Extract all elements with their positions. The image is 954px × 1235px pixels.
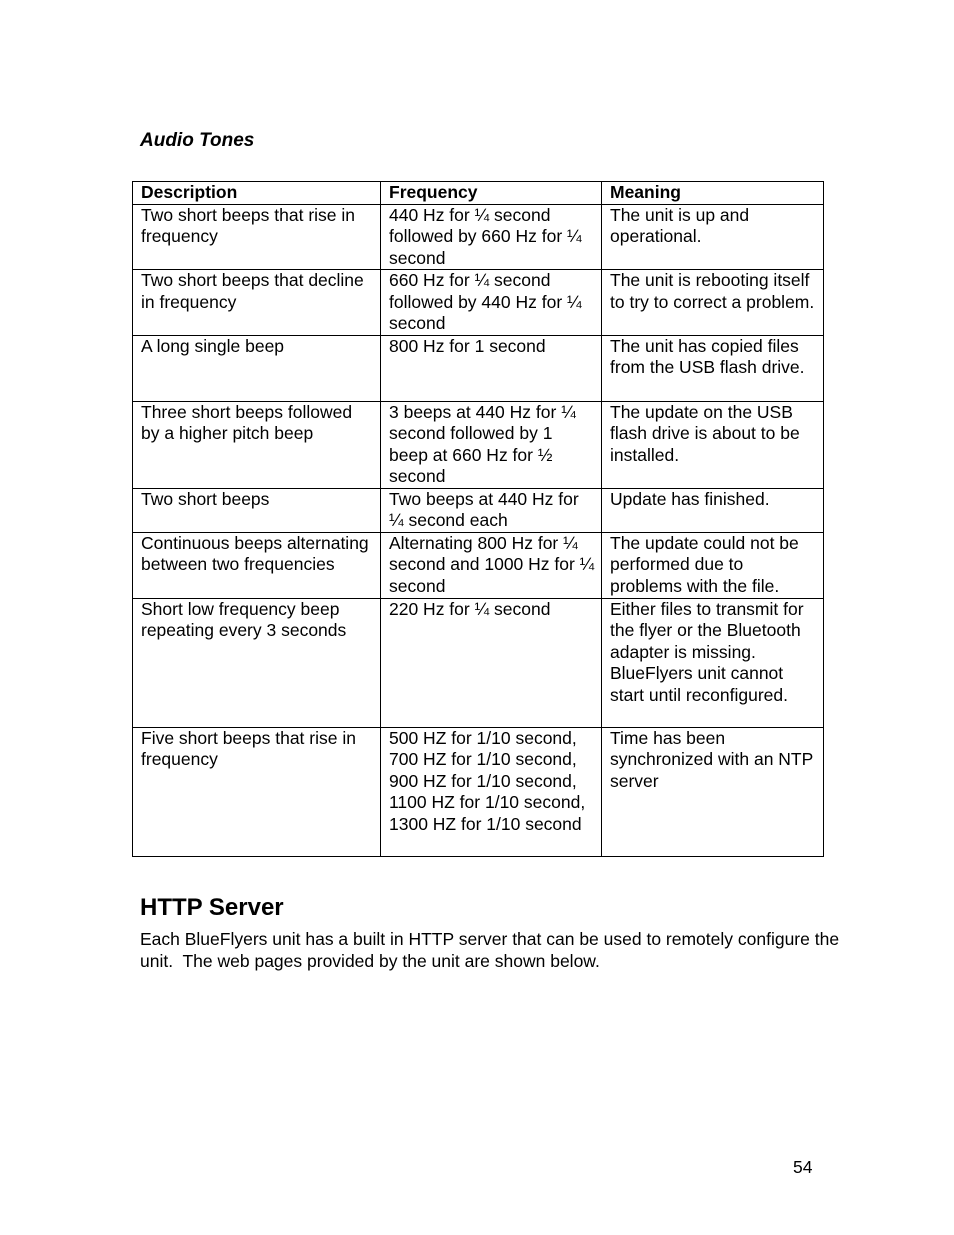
column-header-description: Description [133, 182, 381, 205]
table-row [133, 204, 824, 270]
cell-meaning: The unit has copied files from the USB flash drive. [602, 335, 824, 401]
section-title-audio-tones: Audio Tones [140, 130, 255, 151]
table-row [133, 488, 824, 532]
cell-frequency: 800 Hz for 1 second [381, 335, 602, 401]
cell-frequency: 500 HZ for 1/10 second, 700 HZ for 1/10 second, 900 HZ for 1/10 second, 1100 HZ for 1/10 second, 1300 HZ for 1/10 second [381, 727, 602, 856]
column-header-frequency: Frequency [381, 182, 602, 205]
table-row [133, 335, 824, 401]
cell-description: Continuous beeps alternating between two frequencies [133, 532, 381, 598]
page-number: 54 [793, 1157, 813, 1177]
table-row [133, 532, 824, 598]
column-header-meaning: Meaning [602, 182, 824, 205]
cell-meaning: The update could not be performed due to problems with the file. [602, 532, 824, 598]
cell-frequency: 3 beeps at 440 Hz for ¼ second followed by 1 beep at 660 Hz for ½ second [381, 401, 602, 488]
cell-description: Five short beeps that rise in frequency [133, 727, 381, 856]
cell-description: Short low frequency beep repeating every 3 seconds [133, 598, 381, 727]
cell-meaning: The update on the USB flash drive is about to be installed. [602, 401, 824, 488]
http-server-paragraph: Each BlueFlyers unit has a built in HTTP server that can be used to remotely configure the unit. The web pages provided by the unit are shown below. [140, 929, 844, 971]
table-row [133, 270, 824, 336]
cell-description: Two short beeps [133, 488, 381, 532]
cell-frequency: Alternating 800 Hz for ¼ second and 1000 Hz for ¼ second [381, 532, 602, 598]
cell-frequency: 440 Hz for ¼ second followed by 660 Hz for ¼ second [381, 204, 602, 270]
cell-description: Three short beeps followed by a higher pitch beep [133, 401, 381, 488]
cell-frequency: 220 Hz for ¼ second [381, 598, 602, 727]
cell-description: Two short beeps that rise in frequency [133, 204, 381, 270]
cell-description: A long single beep [133, 335, 381, 401]
table-row [133, 598, 824, 727]
table-row [133, 401, 824, 488]
cell-meaning: Update has finished. [602, 488, 824, 532]
cell-frequency: Two beeps at 440 Hz for ¼ second each [381, 488, 602, 532]
cell-meaning: The unit is up and operational. [602, 204, 824, 270]
table-header-row [133, 182, 824, 205]
cell-meaning: Time has been synchronized with an NTP server [602, 727, 824, 856]
cell-description: Two short beeps that decline in frequency [133, 270, 381, 336]
audio-tones-table [132, 181, 824, 857]
cell-frequency: 660 Hz for ¼ second followed by 440 Hz for ¼ second [381, 270, 602, 336]
cell-meaning: The unit is rebooting itself to try to correct a problem. [602, 270, 824, 336]
table-row [133, 727, 824, 856]
cell-meaning: Either files to transmit for the flyer or the Bluetooth adapter is missing. BlueFlyers unit cannot start until reconfigured. [602, 598, 824, 727]
section-heading-http-server: HTTP Server [140, 894, 284, 921]
